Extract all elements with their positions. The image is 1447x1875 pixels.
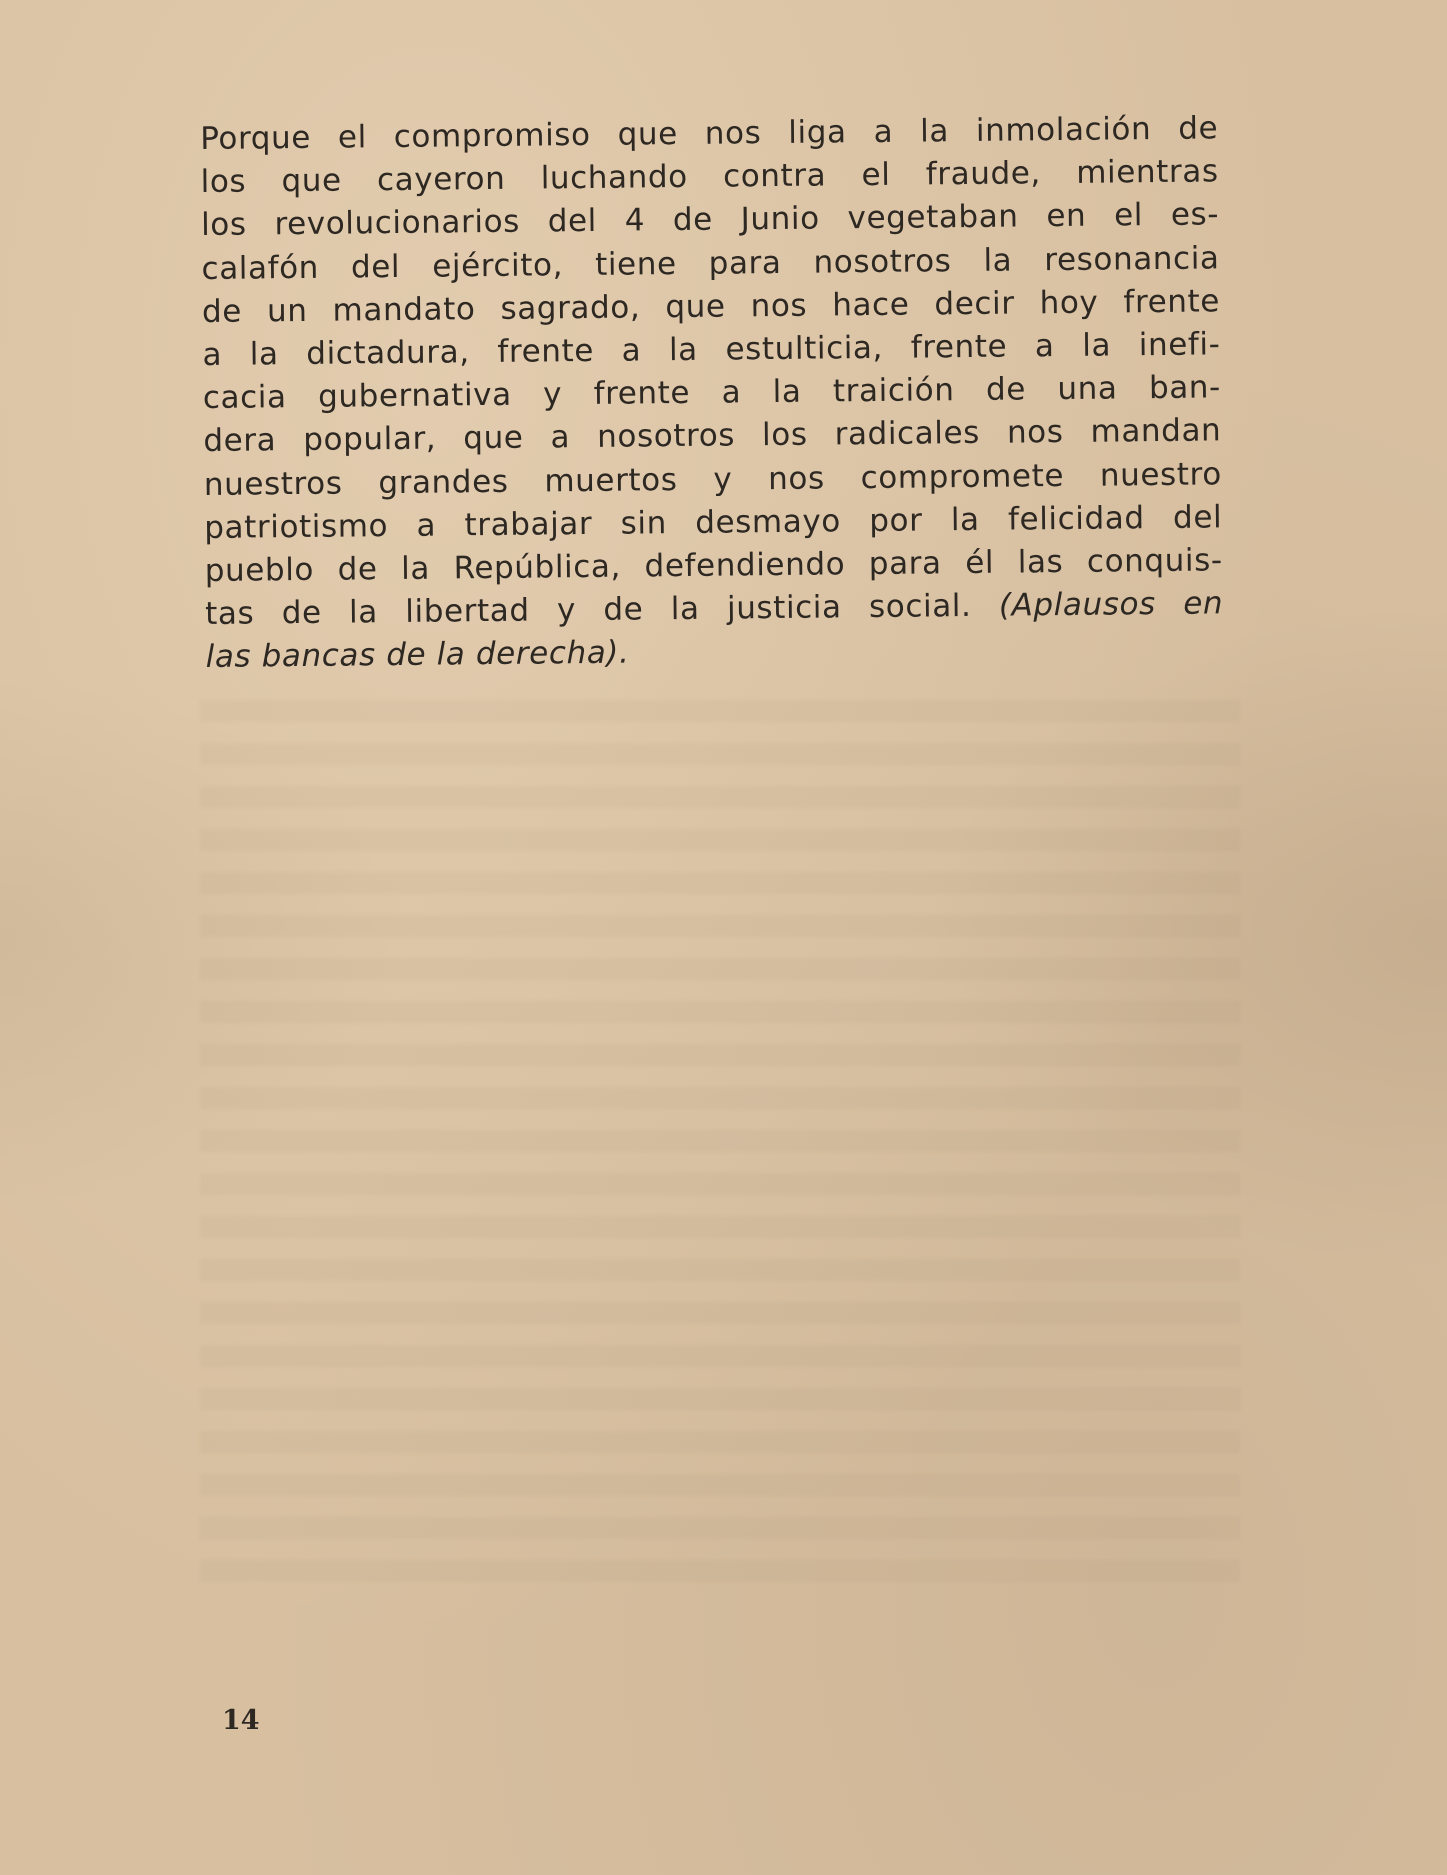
page-number: 14 (222, 1705, 260, 1736)
text-line: nuestros grandes muertos y nos compromete nuestro (203, 455, 1222, 503)
text-line: los revolucionarios del 4 de Junio vegetaban en el es- (200, 196, 1220, 244)
bleed-through-texture (200, 700, 1240, 1600)
body-paragraph (200, 107, 1224, 679)
text-line-roman: tas de la libertad y de la justicia social. (205, 588, 972, 633)
text-line: a la dictadura, frente a la estulticia, frente a la inefi- (202, 326, 1221, 374)
text-line: pueblo de la República, defendiendo para él las conquis- (204, 542, 1223, 590)
applause-annotation-end: las bancas de la derecha). (205, 634, 630, 676)
text-line: de un mandato sagrado, que nos hace decir hoy frente (201, 283, 1221, 330)
text-line: dera popular, que a nosotros los radicales nos mandan (203, 412, 1222, 460)
text-line: cacia gubernativa y frente a la traición de una ban- (202, 369, 1222, 417)
text-line: patriotismo a trabajar sin desmayo por la felicidad del (204, 499, 1223, 546)
applause-annotation: (Aplausos en (998, 585, 1224, 624)
text-line: calafón del ejército, tiene para nosotros la resonancia (201, 239, 1220, 287)
text-line: los que cayeron luchando contra el fraude, mientras (200, 153, 1219, 201)
text-line: Porque el compromiso que nos liga a la inmolación de (200, 110, 1219, 157)
text-line (205, 626, 1223, 680)
